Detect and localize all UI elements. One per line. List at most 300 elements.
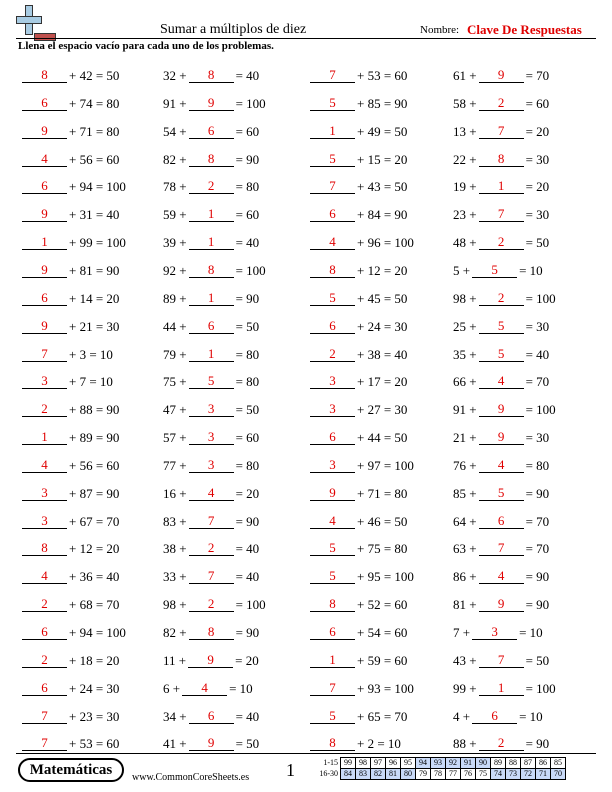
answer-blank[interactable]: 1 bbox=[22, 430, 67, 445]
instructions: Llena el espacio vacío para cada uno de los problemas. bbox=[18, 40, 274, 52]
problem-item bbox=[20, 202, 119, 222]
problem-item bbox=[308, 314, 407, 334]
problem-item bbox=[308, 286, 407, 306]
problem-item bbox=[20, 592, 119, 612]
answer-blank[interactable]: 4 bbox=[22, 152, 67, 167]
problem-prefix: 4 + bbox=[453, 708, 471, 724]
problem-suffix: + 31 = 40 bbox=[69, 207, 120, 223]
problem-item bbox=[163, 342, 259, 362]
answer-blank[interactable]: 5 bbox=[479, 486, 524, 501]
problem-suffix: = 10 bbox=[519, 625, 543, 640]
problem-suffix: = 80 bbox=[235, 346, 260, 362]
answer-blank[interactable]: 2 bbox=[189, 541, 234, 556]
answer-blank[interactable]: 7 bbox=[479, 124, 524, 139]
problem-suffix: + 81 = 90 bbox=[69, 262, 120, 278]
problem-suffix: + 68 = 70 bbox=[69, 597, 120, 613]
score-key-cell: 88 bbox=[506, 758, 521, 769]
problem-prefix: 86 + bbox=[453, 569, 477, 585]
answer-blank[interactable]: 5 bbox=[310, 709, 355, 724]
problem-suffix: + 24 = 30 bbox=[357, 318, 408, 334]
answer-blank[interactable]: 2 bbox=[189, 597, 234, 612]
problem-item bbox=[20, 397, 119, 417]
problem-suffix: = 40 bbox=[235, 68, 260, 83]
name-value: Clave De Respuestas bbox=[467, 22, 582, 37]
answer-blank[interactable]: 3 bbox=[310, 374, 355, 389]
problem-suffix: + 59 = 60 bbox=[357, 652, 408, 668]
answer-blank[interactable]: 9 bbox=[22, 263, 67, 278]
problem-suffix: + 65 = 70 bbox=[357, 708, 408, 724]
problem-suffix: + 95 = 100 bbox=[357, 569, 414, 585]
problem-prefix: 92 + bbox=[163, 262, 187, 278]
problem-suffix: + 24 = 30 bbox=[69, 680, 120, 696]
problem-suffix: + 99 = 100 bbox=[69, 235, 126, 251]
problem-item bbox=[453, 397, 556, 417]
problem-item bbox=[453, 369, 549, 389]
problem-item bbox=[453, 286, 556, 306]
problem-suffix: + 12 = 20 bbox=[69, 541, 120, 557]
problem-prefix: 6 + bbox=[163, 680, 181, 696]
problem-item bbox=[163, 258, 266, 278]
score-key-cell: 70 bbox=[551, 769, 566, 780]
answer-blank[interactable]: 8 bbox=[189, 263, 234, 278]
problem-suffix: = 50 bbox=[235, 402, 260, 418]
problem-item bbox=[308, 369, 407, 389]
problem-item bbox=[453, 704, 543, 724]
problem-suffix: + 18 = 20 bbox=[69, 652, 120, 668]
problem-item bbox=[308, 704, 407, 724]
answer-blank[interactable]: 6 bbox=[22, 681, 67, 696]
score-key-cell: 80 bbox=[401, 769, 416, 780]
score-key-cell: 98 bbox=[356, 758, 371, 769]
answer-blank[interactable]: 3 bbox=[310, 402, 355, 417]
problem-suffix: + 17 = 20 bbox=[357, 374, 408, 390]
score-key-cell: 74 bbox=[491, 769, 506, 780]
score-key-cell: 90 bbox=[476, 758, 491, 769]
answer-blank[interactable]: 9 bbox=[479, 597, 524, 612]
answer-blank[interactable]: 7 bbox=[479, 653, 524, 668]
answer-blank[interactable]: 5 bbox=[472, 263, 517, 278]
answer-blank[interactable]: 3 bbox=[22, 514, 67, 529]
answer-blank[interactable]: 5 bbox=[479, 347, 524, 362]
problem-prefix: 22 + bbox=[453, 151, 477, 167]
answer-blank[interactable]: 2 bbox=[310, 347, 355, 362]
score-key-cell: 91 bbox=[461, 758, 476, 769]
problem-item bbox=[163, 509, 259, 529]
answer-blank[interactable]: 8 bbox=[189, 152, 234, 167]
answer-blank[interactable]: 1 bbox=[189, 235, 234, 250]
answer-blank[interactable]: 8 bbox=[189, 68, 234, 83]
problem-item bbox=[308, 397, 407, 417]
answer-blank[interactable]: 1 bbox=[22, 235, 67, 250]
answer-blank[interactable]: 3 bbox=[189, 458, 234, 473]
answer-blank[interactable]: 2 bbox=[189, 179, 234, 194]
answer-blank[interactable]: 3 bbox=[189, 430, 234, 445]
problem-item bbox=[453, 676, 556, 696]
problem-suffix: = 80 bbox=[525, 457, 550, 473]
problem-item bbox=[163, 676, 253, 696]
answer-blank[interactable]: 6 bbox=[310, 625, 355, 640]
answer-blank[interactable]: 2 bbox=[22, 597, 67, 612]
problem-prefix: 38 + bbox=[163, 541, 187, 557]
score-key-range: 16-30 bbox=[319, 769, 338, 778]
problem-suffix: = 100 bbox=[525, 680, 556, 696]
answer-blank[interactable]: 9 bbox=[189, 96, 234, 111]
answer-blank[interactable]: 6 bbox=[310, 430, 355, 445]
problem-prefix: 11 + bbox=[163, 652, 187, 668]
problem-suffix: = 90 bbox=[235, 151, 260, 167]
problem-prefix: 82 + bbox=[163, 625, 187, 640]
problem-prefix: 54 + bbox=[163, 123, 187, 139]
problem-suffix: + 12 = 20 bbox=[357, 262, 408, 278]
answer-blank[interactable]: 5 bbox=[310, 96, 355, 111]
answer-blank[interactable]: 6 bbox=[310, 319, 355, 334]
problem-suffix: = 60 bbox=[235, 207, 260, 223]
problem-item bbox=[453, 147, 549, 167]
problem-item bbox=[163, 453, 259, 473]
problem-suffix: = 90 bbox=[525, 597, 550, 613]
problem-prefix: 57 + bbox=[163, 430, 187, 446]
problem-suffix: + 46 = 50 bbox=[357, 513, 408, 529]
problem-item bbox=[20, 620, 126, 640]
score-key-cell: 89 bbox=[491, 758, 506, 769]
problem-item bbox=[163, 481, 259, 501]
answer-blank[interactable]: 9 bbox=[479, 68, 524, 83]
problem-suffix: + 84 = 90 bbox=[357, 207, 408, 223]
problem-item bbox=[163, 230, 259, 250]
footer-divider bbox=[16, 753, 596, 754]
score-key-cell: 99 bbox=[341, 758, 356, 769]
problem-item bbox=[163, 564, 259, 584]
problem-item bbox=[453, 731, 549, 751]
problem-item bbox=[20, 63, 119, 83]
problem-item bbox=[20, 536, 119, 556]
answer-blank[interactable]: 1 bbox=[189, 207, 234, 222]
score-key-cell: 71 bbox=[536, 769, 551, 780]
problem-prefix: 79 + bbox=[163, 346, 187, 362]
problem-item bbox=[308, 536, 407, 556]
answer-blank[interactable]: 1 bbox=[310, 124, 355, 139]
page-number: 1 bbox=[286, 760, 295, 780]
problem-item bbox=[163, 397, 259, 417]
problem-item bbox=[20, 119, 119, 139]
problem-suffix: = 80 bbox=[235, 179, 260, 195]
problem-item bbox=[20, 481, 119, 501]
answer-blank[interactable]: 5 bbox=[310, 569, 355, 584]
score-key-cell: 86 bbox=[536, 758, 551, 769]
problem-suffix: = 90 bbox=[525, 485, 550, 501]
answer-blank[interactable]: 5 bbox=[310, 291, 355, 306]
site-url: www.CommonCoreSheets.es bbox=[132, 772, 250, 783]
problem-suffix: = 100 bbox=[525, 402, 556, 418]
problem-suffix: = 100 bbox=[235, 95, 266, 111]
problem-item bbox=[163, 369, 259, 389]
answer-blank[interactable]: 6 bbox=[22, 291, 67, 306]
problem-item bbox=[20, 230, 126, 250]
problem-item bbox=[453, 119, 549, 139]
answer-blank[interactable]: 9 bbox=[189, 736, 234, 751]
problem-item bbox=[308, 91, 407, 111]
answer-blank[interactable]: 4 bbox=[310, 514, 355, 529]
problem-suffix: = 20 bbox=[525, 123, 550, 139]
answer-blank[interactable]: 3 bbox=[310, 458, 355, 473]
problem-prefix: 16 + bbox=[163, 485, 187, 501]
problem-suffix: + 45 = 50 bbox=[357, 290, 408, 306]
problem-suffix: = 60 bbox=[235, 123, 260, 139]
problem-item bbox=[453, 509, 549, 529]
problem-suffix: + 21 = 30 bbox=[69, 318, 120, 334]
problem-prefix: 48 + bbox=[453, 235, 477, 251]
problem-suffix: = 70 bbox=[525, 513, 550, 529]
problem-item bbox=[308, 648, 407, 668]
score-key-cell: 84 bbox=[341, 769, 356, 780]
answer-blank[interactable]: 5 bbox=[310, 541, 355, 556]
problem-item bbox=[20, 147, 119, 167]
answer-blank[interactable]: 6 bbox=[310, 207, 355, 222]
answer-blank[interactable]: 9 bbox=[479, 430, 524, 445]
problem-suffix: = 90 bbox=[235, 290, 260, 306]
answer-blank[interactable]: 9 bbox=[22, 207, 67, 222]
problem-prefix: 21 + bbox=[453, 430, 477, 446]
problem-item bbox=[453, 202, 549, 222]
problem-suffix: = 100 bbox=[235, 597, 266, 613]
problem-item bbox=[20, 509, 119, 529]
answer-blank[interactable]: 3 bbox=[22, 374, 67, 389]
problem-item bbox=[453, 648, 549, 668]
problem-item bbox=[163, 425, 259, 445]
answer-blank[interactable]: 4 bbox=[310, 235, 355, 250]
score-key-cell: 72 bbox=[521, 769, 536, 780]
answer-blank[interactable]: 7 bbox=[310, 681, 355, 696]
problem-suffix: = 70 bbox=[525, 541, 550, 557]
problem-suffix: + 49 = 50 bbox=[357, 123, 408, 139]
problem-item bbox=[163, 731, 259, 751]
answer-blank[interactable]: 9 bbox=[22, 124, 67, 139]
problem-prefix: 13 + bbox=[453, 123, 477, 139]
problem-prefix: 7 + bbox=[453, 625, 471, 640]
problem-suffix: + 56 = 60 bbox=[69, 457, 120, 473]
answer-blank[interactable]: 6 bbox=[189, 709, 234, 724]
problem-suffix: = 80 bbox=[235, 457, 260, 473]
answer-blank[interactable]: 7 bbox=[22, 347, 67, 362]
problem-item bbox=[453, 258, 543, 278]
answer-blank[interactable]: 1 bbox=[310, 653, 355, 668]
answer-blank[interactable]: 7 bbox=[479, 541, 524, 556]
problem-item bbox=[453, 91, 549, 111]
answer-blank[interactable]: 9 bbox=[479, 402, 524, 417]
answer-blank[interactable]: 3 bbox=[22, 486, 67, 501]
answer-blank[interactable]: 6 bbox=[189, 319, 234, 334]
problem-prefix: 88 + bbox=[453, 736, 477, 752]
answer-blank[interactable]: 5 bbox=[189, 374, 234, 389]
answer-blank[interactable]: 9 bbox=[188, 653, 233, 668]
problem-item bbox=[308, 342, 407, 362]
score-key-cell: 97 bbox=[371, 758, 386, 769]
answer-blank[interactable]: 4 bbox=[182, 681, 227, 696]
answer-blank[interactable]: 6 bbox=[472, 709, 517, 724]
problem-suffix: + 7 = 10 bbox=[69, 374, 113, 390]
problem-item bbox=[163, 174, 259, 194]
answer-blank[interactable]: 4 bbox=[479, 458, 524, 473]
problem-item bbox=[163, 147, 259, 167]
problem-suffix: + 2 = 10 bbox=[357, 736, 401, 752]
answer-blank[interactable]: 8 bbox=[310, 736, 355, 751]
answer-blank[interactable]: 6 bbox=[22, 179, 67, 194]
problem-item bbox=[453, 620, 543, 640]
answer-blank[interactable]: 5 bbox=[310, 152, 355, 167]
problem-prefix: 61 + bbox=[453, 68, 477, 83]
score-key-cell: 85 bbox=[551, 758, 566, 769]
problem-item bbox=[20, 286, 119, 306]
problem-suffix: = 10 bbox=[519, 708, 543, 724]
answer-blank[interactable]: 8 bbox=[310, 597, 355, 612]
problem-suffix: + 44 = 50 bbox=[357, 430, 408, 446]
problem-suffix: = 20 bbox=[235, 485, 260, 501]
answer-blank[interactable]: 7 bbox=[189, 569, 234, 584]
answer-blank[interactable]: 1 bbox=[189, 347, 234, 362]
answer-blank[interactable]: 2 bbox=[22, 653, 67, 668]
answer-blank[interactable]: 1 bbox=[479, 179, 524, 194]
answer-blank[interactable]: 6 bbox=[22, 625, 67, 640]
answer-blank[interactable]: 9 bbox=[310, 486, 355, 501]
problem-suffix: = 70 bbox=[525, 68, 550, 83]
answer-blank[interactable]: 7 bbox=[189, 514, 234, 529]
problem-item bbox=[308, 202, 407, 222]
answer-blank[interactable]: 8 bbox=[310, 263, 355, 278]
problem-suffix: + 23 = 30 bbox=[69, 708, 120, 724]
problem-suffix: + 75 = 80 bbox=[357, 541, 408, 557]
problem-suffix: + 15 = 20 bbox=[357, 151, 408, 167]
problem-suffix: + 94 = 100 bbox=[69, 625, 126, 640]
problem-item bbox=[308, 119, 407, 139]
score-key-cell: 76 bbox=[461, 769, 476, 780]
answer-blank[interactable]: 6 bbox=[479, 514, 524, 529]
answer-blank[interactable]: 5 bbox=[479, 319, 524, 334]
problem-suffix: = 30 bbox=[525, 318, 550, 334]
problem-prefix: 81 + bbox=[453, 597, 477, 613]
answer-blank[interactable]: 4 bbox=[22, 569, 67, 584]
score-key-range: 1-15 bbox=[323, 758, 338, 767]
problem-prefix: 77 + bbox=[163, 457, 187, 473]
answer-blank[interactable]: 1 bbox=[189, 291, 234, 306]
answer-blank[interactable]: 9 bbox=[22, 319, 67, 334]
answer-blank[interactable]: 7 bbox=[22, 709, 67, 724]
problem-prefix: 43 + bbox=[453, 652, 477, 668]
problem-item bbox=[163, 63, 259, 83]
problem-item bbox=[163, 536, 259, 556]
problem-suffix: + 87 = 90 bbox=[69, 485, 120, 501]
score-key-cell: 94 bbox=[416, 758, 431, 769]
score-key-cell: 79 bbox=[416, 769, 431, 780]
problem-item bbox=[308, 564, 414, 584]
problem-item bbox=[308, 230, 414, 250]
problem-prefix: 83 + bbox=[163, 513, 187, 529]
problem-suffix: = 90 bbox=[525, 736, 550, 752]
problem-item bbox=[20, 704, 119, 724]
problem-item bbox=[308, 620, 407, 640]
answer-blank[interactable]: 7 bbox=[310, 179, 355, 194]
problem-item bbox=[20, 425, 119, 445]
problem-item bbox=[453, 63, 549, 83]
problem-item bbox=[308, 481, 407, 501]
problem-prefix: 76 + bbox=[453, 457, 477, 473]
problem-suffix: = 20 bbox=[235, 652, 259, 668]
page-title: Sumar a múltiplos de diez bbox=[160, 22, 307, 37]
answer-blank[interactable]: 7 bbox=[22, 736, 67, 751]
problem-suffix: + 3 = 10 bbox=[69, 346, 113, 362]
problem-prefix: 23 + bbox=[453, 207, 477, 223]
answer-blank[interactable]: 4 bbox=[189, 486, 234, 501]
score-key-cell: 78 bbox=[431, 769, 446, 780]
problem-item bbox=[20, 564, 119, 584]
answer-blank[interactable]: 4 bbox=[479, 569, 524, 584]
problem-prefix: 63 + bbox=[453, 541, 477, 557]
name-label: Nombre: bbox=[420, 24, 460, 36]
problem-suffix: = 40 bbox=[235, 235, 260, 251]
answer-blank[interactable]: 8 bbox=[22, 541, 67, 556]
answer-blank[interactable]: 2 bbox=[22, 402, 67, 417]
problem-suffix: + 53 = 60 bbox=[69, 736, 120, 752]
answer-blank[interactable]: 1 bbox=[479, 681, 524, 696]
problem-prefix: 44 + bbox=[163, 318, 187, 334]
problem-suffix: + 88 = 90 bbox=[69, 402, 120, 418]
answer-blank[interactable]: 2 bbox=[479, 736, 524, 751]
answer-blank[interactable]: 2 bbox=[479, 96, 524, 111]
answer-blank[interactable]: 6 bbox=[189, 124, 234, 139]
problem-suffix: + 97 = 100 bbox=[357, 457, 414, 473]
problem-item bbox=[453, 564, 549, 584]
answer-blank[interactable]: 7 bbox=[310, 68, 355, 83]
answer-blank[interactable]: 4 bbox=[22, 458, 67, 473]
score-key-cell: 83 bbox=[356, 769, 371, 780]
problem-suffix: + 89 = 90 bbox=[69, 430, 120, 446]
problem-item bbox=[308, 453, 414, 473]
problem-item bbox=[163, 592, 266, 612]
score-key-cell: 96 bbox=[386, 758, 401, 769]
score-key-cell: 82 bbox=[371, 769, 386, 780]
answer-blank[interactable]: 4 bbox=[479, 374, 524, 389]
problem-item bbox=[163, 91, 266, 111]
answer-blank[interactable]: 8 bbox=[22, 68, 67, 83]
problem-suffix: + 56 = 60 bbox=[69, 151, 120, 167]
answer-blank[interactable]: 2 bbox=[479, 291, 524, 306]
problem-prefix: 32 + bbox=[163, 68, 187, 83]
answer-blank[interactable]: 8 bbox=[189, 625, 234, 640]
problem-suffix: = 50 bbox=[525, 235, 550, 251]
answer-blank[interactable]: 6 bbox=[22, 96, 67, 111]
answer-blank[interactable]: 3 bbox=[472, 625, 517, 640]
problem-suffix: + 27 = 30 bbox=[357, 402, 408, 418]
problem-prefix: 85 + bbox=[453, 485, 477, 501]
problem-item bbox=[163, 620, 259, 640]
score-key-cell: 95 bbox=[401, 758, 416, 769]
problem-prefix: 39 + bbox=[163, 235, 187, 251]
problem-item bbox=[308, 509, 407, 529]
problem-suffix: = 40 bbox=[235, 569, 260, 585]
problem-prefix: 99 + bbox=[453, 680, 477, 696]
problem-item bbox=[308, 63, 407, 83]
score-key-row bbox=[312, 769, 566, 780]
problem-item bbox=[453, 342, 549, 362]
problem-item bbox=[453, 230, 549, 250]
problem-prefix: 34 + bbox=[163, 708, 187, 724]
problem-suffix: + 36 = 40 bbox=[69, 569, 120, 585]
problem-suffix: + 71 = 80 bbox=[357, 485, 408, 501]
answer-blank[interactable]: 3 bbox=[189, 402, 234, 417]
score-key-cell: 81 bbox=[386, 769, 401, 780]
answer-blank[interactable]: 2 bbox=[479, 235, 524, 250]
answer-blank[interactable]: 7 bbox=[479, 207, 524, 222]
answer-blank[interactable]: 8 bbox=[479, 152, 524, 167]
